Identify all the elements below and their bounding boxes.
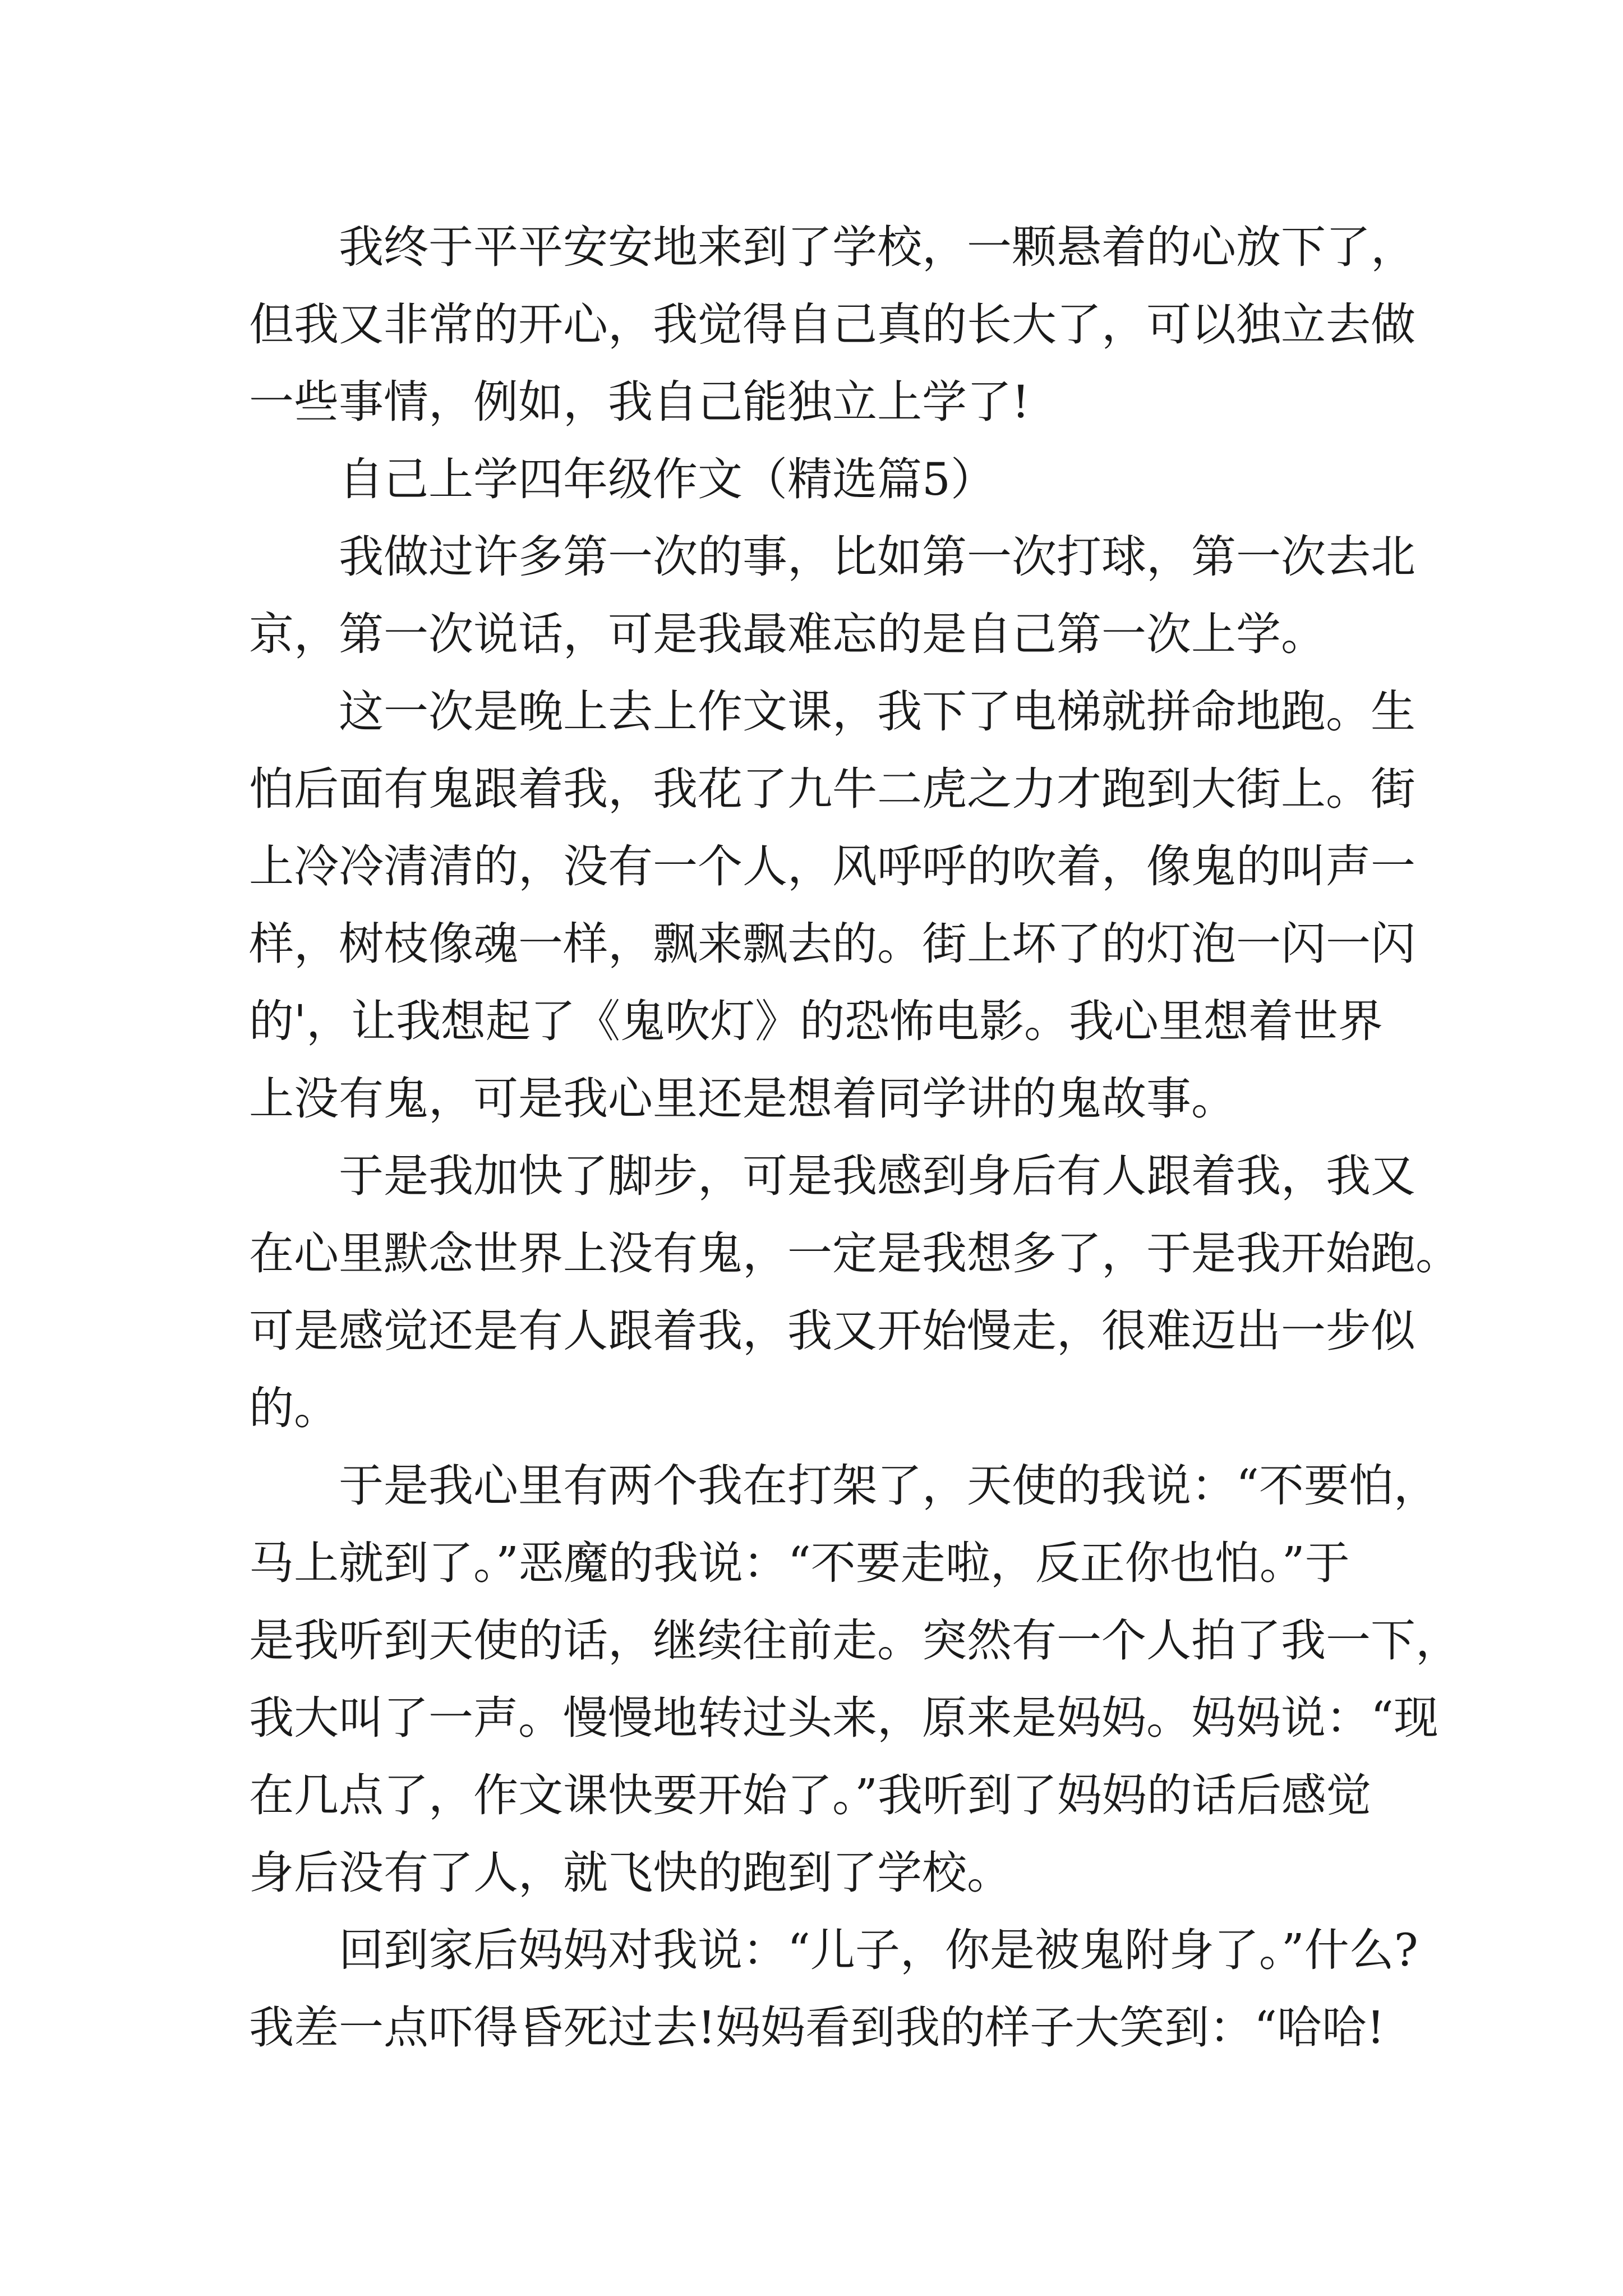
text-line: 上没有鬼，可是我心里还是想着同学讲的鬼故事。 — [249, 1073, 1236, 1125]
text-line: 上冷冷清清的，没有一个人，风呼呼的吹着，像鬼的叫声一 — [249, 840, 1415, 892]
text-line: 在心里默念世界上没有鬼，一定是我想多了，于是我开始跑。 — [249, 1227, 1460, 1280]
text-line: 于是我心里有两个我在打架了，天使的我说：“不要怕， — [249, 1460, 1438, 1512]
text-line: 的'，让我想起了《鬼吹灯》的恐怖电影。我心里想着世界 — [249, 995, 1383, 1047]
text-line: 一些事情，例如，我自己能独立上学了! — [249, 376, 1030, 428]
text-line: 怕后面有鬼跟着我，我花了九牛二虎之力才跑到大街上。街 — [249, 763, 1415, 815]
text-line: 身后没有了人，就飞快的跑到了学校。 — [249, 1847, 1012, 1899]
text-line: 这一次是晚上去上作文课，我下了电梯就拼命地跑。生 — [249, 685, 1415, 738]
text-line: 的。 — [249, 1382, 339, 1434]
text-line: 回到家后妈妈对我说：“儿子，你是被鬼附身了。”什么? — [249, 1924, 1418, 1976]
section-heading: 自己上学四年级作文（精选篇5） — [249, 453, 995, 505]
text-line: 我做过许多第一次的事，比如第一次打球，第一次去北 — [249, 531, 1415, 583]
text-line: 我差一点吓得昏死过去!妈妈看到我的样子大笑到：“哈哈! — [249, 2001, 1385, 2054]
text-line: 马上就到了。”恶魔的我说：“不要走啦，反正你也怕。”于 — [249, 1537, 1350, 1589]
text-line: 可是感觉还是有人跟着我，我又开始慢走，很难迈出一步似 — [249, 1305, 1415, 1357]
text-line: 我终于平平安安地来到了学校，一颗悬着的心放下了， — [249, 221, 1415, 273]
text-line: 是我听到天使的话，继续往前走。突然有一个人拍了我一下， — [249, 1614, 1460, 1667]
text-line: 在几点了，作文课快要开始了。”我听到了妈妈的话后感觉 — [249, 1769, 1371, 1821]
text-line: 但我又非常的开心，我觉得自己真的长大了，可以独立去做 — [249, 298, 1415, 351]
text-line: 我大叫了一声。慢慢地转过头来，原来是妈妈。妈妈说：“现 — [249, 1692, 1438, 1744]
text-line: 样，树枝像魂一样，飘来飘去的。街上坏了的灯泡一闪一闪 — [249, 918, 1415, 970]
essay-text — [249, 209, 1460, 2067]
text-line: 京，第一次说话，可是我最难忘的是自己第一次上学。 — [249, 608, 1326, 660]
text-line: 于是我加快了脚步，可是我感到身后有人跟着我，我又 — [249, 1150, 1415, 1202]
